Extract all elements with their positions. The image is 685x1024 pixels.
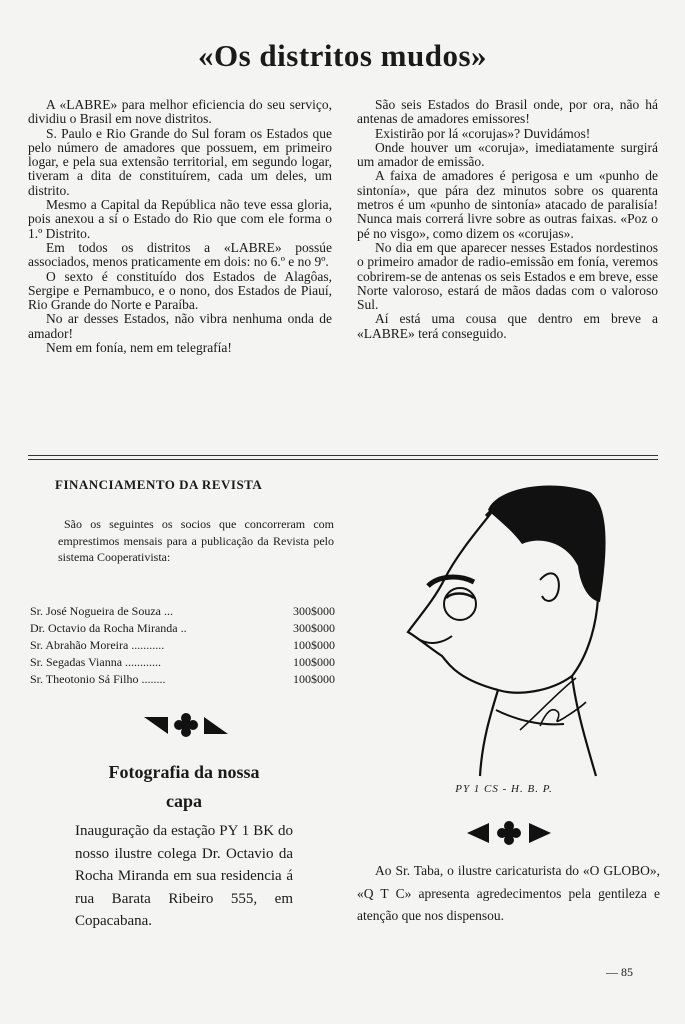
member-amount: 100$000 — [293, 672, 335, 686]
ornament-icon — [463, 820, 555, 846]
member-name: Sr. Segadas Vianna ............ — [30, 655, 162, 669]
member-amount: 100$000 — [293, 638, 335, 652]
financing-heading: FINANCIAMENTO DA REVISTA — [55, 477, 263, 492]
caricature-drawing — [400, 480, 610, 780]
ornament-icon — [140, 712, 232, 738]
member-name: Sr. Theotonio Sá Filho ........ — [30, 672, 166, 686]
member-name: Sr. Abrahão Moreira ........... — [30, 638, 165, 652]
article-left-column — [28, 98, 332, 355]
member-amount: 300$000 — [293, 604, 335, 618]
section-divider-bottom — [28, 459, 658, 460]
article-paragraph: Onde houver um «coruja», imediatamente surgirá um amador de emissão. — [357, 139, 658, 170]
article-paragraph: Nem em fonía, nem em telegrafía! — [46, 340, 232, 356]
caricature-illustration — [400, 480, 610, 780]
list-item — [30, 654, 335, 671]
photo-description: Inauguração da estação PY 1 BK do nosso ilustre colega Dr. Octavio da Rocha Miranda em sua residencia á rua Barata Ribeiro 555, em Copacabana. — [75, 823, 293, 929]
member-name: Dr. Octavio da Rocha Miranda .. — [30, 621, 187, 635]
page-number: — 85 — [606, 965, 633, 979]
photo-title-line: capa — [166, 791, 202, 811]
article-paragraph: S. Paulo e Rio Grande do Sul foram os Estados que pelo número de amadores que possuem, em primeiro logar, e pela sua extensão territorial, em segundo logar, tiveram a dita de constituírem, cada um deles, um distrito. — [28, 125, 332, 198]
ornament-left — [140, 712, 232, 738]
thanks-text: Ao Sr. Taba, o ilustre caricaturista do «O GLOBO», «Q T C» apresenta agredecimentos pela gentileza e atenção que nos dispensou. — [357, 863, 660, 923]
member-amount: 100$000 — [293, 655, 335, 669]
photo-title-line: Fotografia da nossa — [108, 762, 260, 782]
article-paragraph: No ar desses Estados, não vibra nenhuma onda de amador! — [28, 311, 332, 341]
ornament-right — [463, 820, 555, 846]
photo-title — [64, 758, 304, 816]
financing-member-list — [30, 603, 335, 688]
caricature-thanks — [357, 860, 660, 928]
list-item — [30, 637, 335, 654]
article-paragraph: A faixa de amadores é perigosa e um «punho de sintonía», que pára dez minutos sobre os quarenta metros é um «punho de sintonía» atacado de paralisía! Nunca mais correrá livre sobre as outras faixas. «Poz o pé no visgo», como dizem os «corujas». — [357, 168, 658, 241]
member-name: Sr. José Nogueira de Souza ... — [30, 604, 173, 618]
article-paragraph: Existirão por lá «corujas»? Duvidámos! — [375, 125, 591, 141]
article-paragraph: No dia em que aparecer nesses Estados nordestinos o primeiro amador de radio-emissão em fonía, veremos cobrirem-se de antenas os seis Estados e em breve, esse Norte valoroso, estará de mãos dadas com o valoroso Sul. — [357, 239, 658, 313]
list-item — [30, 671, 335, 688]
article-paragraph: Em todos os distritos a «LABRE» possúe associados, menos praticamente em dois: no 6.º e no 9º. — [28, 239, 332, 270]
article-paragraph: O sexto é constituído dos Estados de Alagôas, Sergipe e Pernambuco, e o nono, dos Estados de Piauí, Rio Grande do Norte e Paraíba. — [28, 268, 332, 313]
article-right-column — [357, 98, 658, 341]
article-paragraph: Mesmo a Capital da República não teve essa gloria, pois anexou a sí o Estado do Rio que com ele forma o 1.º Distrito. — [28, 197, 332, 241]
financing-intro — [58, 516, 334, 566]
section-divider-top — [28, 455, 658, 456]
article-title: «Os distritos mudos» — [197, 38, 488, 73]
list-item — [30, 620, 335, 637]
article-paragraph: A «LABRE» para melhor eficiencia do seu serviço, dividiu o Brasil em nove distritos. — [28, 97, 332, 127]
article-paragraph: São seis Estados do Brasil onde, por ora, não há antenas de amadores emissores! — [357, 97, 658, 127]
member-amount: 300$000 — [293, 621, 335, 635]
article-paragraph: Aí está uma cousa que dentro em breve a «LABRE» terá conseguido. — [357, 311, 658, 341]
list-item — [30, 603, 335, 620]
caricature-caption: PY 1 CS - H. B. P. — [455, 783, 553, 795]
financing-intro-text: São os seguintes os socios que concorreram com emprestimos mensais para a publicação da Revista pelo sistema Cooperativista: — [58, 517, 334, 564]
